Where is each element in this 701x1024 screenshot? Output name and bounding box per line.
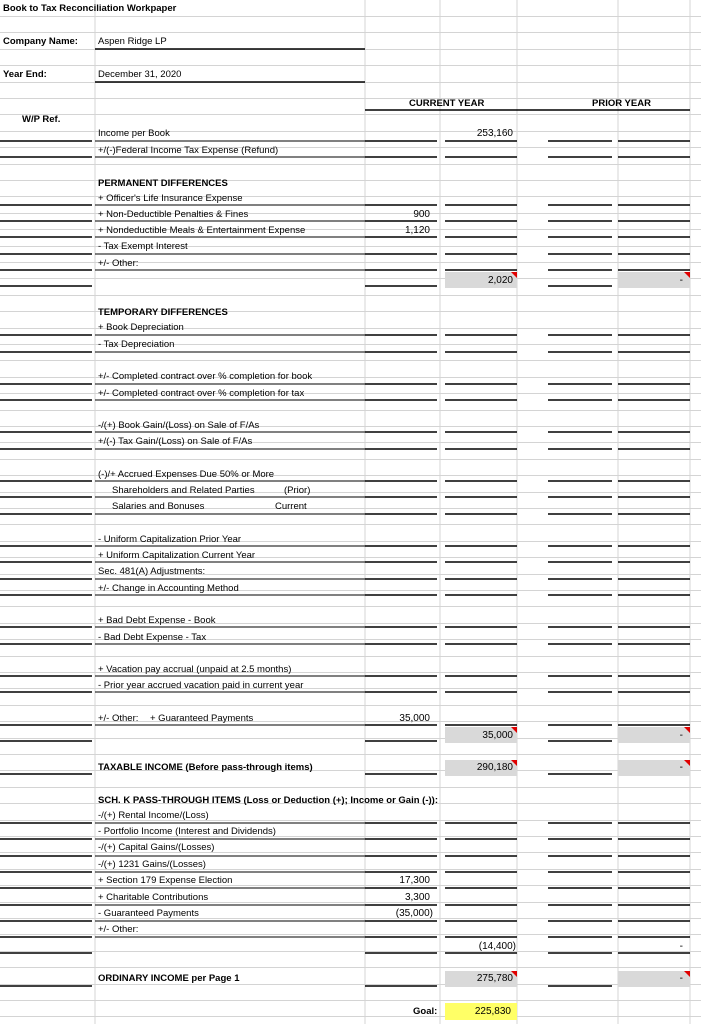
- temp-accrued-3: Salaries and Bonuses: [112, 501, 205, 512]
- schk-charitable-cy: 3,300: [404, 892, 430, 903]
- temp-other: +/- Other:: [98, 713, 139, 724]
- schk-179-cy: 17,300: [399, 875, 430, 886]
- taxable-income-label: TAXABLE INCOME (Before pass-through items): [98, 762, 313, 773]
- temp-total-cy: 35,000: [482, 730, 513, 741]
- temp-bad-debt-tax: - Bad Debt Expense - Tax: [98, 632, 207, 643]
- taxable-income-py: -: [679, 762, 683, 773]
- taxable-py-comment-icon: [684, 760, 690, 766]
- schk-guaranteed-cy: (35,000): [395, 908, 433, 919]
- taxable-cy-comment-icon: [511, 760, 517, 766]
- wp-ref-label: W/P Ref.: [22, 114, 61, 125]
- temp-cc-tax: +/- Completed contract over % completion for tax: [98, 388, 305, 399]
- schk-portfolio: - Portfolio Income (Interest and Dividends): [98, 826, 276, 837]
- temp-book-gain: -/(+) Book Gain/(Loss) on Sale of F/As: [98, 420, 260, 431]
- perm-penalties-cy: 900: [413, 209, 430, 220]
- company-label: Company Name:: [3, 36, 78, 47]
- temp-change-method: +/- Change in Accounting Method: [98, 583, 239, 594]
- temp-unicap-prior: - Uniform Capitalization Prior Year: [98, 534, 242, 545]
- perm-penalties: + Non-Deductible Penalties & Fines: [98, 209, 249, 220]
- perm-total-py: -: [679, 275, 683, 286]
- temp-accrued-2: Shareholders and Related Parties: [112, 485, 255, 496]
- temp-tax-gain: +/(-) Tax Gain/(Loss) on Sale of F/As: [98, 436, 253, 447]
- perm-total-cy: 2,020: [487, 275, 513, 286]
- prior-year-header: PRIOR YEAR: [592, 98, 651, 109]
- perm-heading: PERMANENT DIFFERENCES: [98, 178, 228, 189]
- temp-current: Current: [275, 501, 307, 512]
- perm-total-cy-comment-icon: [511, 272, 517, 278]
- schk-total-py: -: [679, 941, 683, 952]
- ordinary-income-label: ORDINARY INCOME per Page 1: [98, 973, 240, 984]
- temp-tax-dep: - Tax Depreciation: [98, 339, 175, 350]
- temp-prior: (Prior): [284, 485, 311, 496]
- temp-total-py: -: [679, 730, 683, 741]
- workpaper-title: Book to Tax Reconciliation Workpaper: [3, 3, 177, 14]
- schk-capital: -/(+) Capital Gains/(Losses): [98, 842, 215, 853]
- temp-bad-debt-book: + Bad Debt Expense - Book: [98, 615, 216, 626]
- schk-rental: -/(+) Rental Income/(Loss): [98, 810, 209, 821]
- year-end: December 31, 2020: [98, 69, 182, 80]
- schk-1231: -/(+) 1231 Gains/(Losses): [98, 859, 206, 870]
- perm-other: +/- Other:: [98, 258, 139, 269]
- ordinary-cy-comment-icon: [511, 971, 517, 977]
- schk-other: +/- Other:: [98, 924, 139, 935]
- perm-meals-cy: 1,120: [404, 225, 430, 236]
- company-name: Aspen Ridge LP: [98, 36, 167, 47]
- income-per-book-label: Income per Book: [98, 128, 170, 139]
- temp-guaranteed: + Guaranteed Payments: [150, 713, 254, 724]
- goal-label: Goal:: [413, 1006, 438, 1017]
- temp-unicap-current: + Uniform Capitalization Current Year: [98, 550, 256, 561]
- perm-officer-life: + Officer's Life Insurance Expense: [98, 193, 243, 204]
- temp-total-py-comment-icon: [684, 727, 690, 733]
- perm-total-py-comment-icon: [684, 272, 690, 278]
- temp-total-cy-comment-icon: [511, 727, 517, 733]
- taxable-income-cy: 290,180: [476, 762, 513, 773]
- ordinary-income-cy: 275,780: [476, 973, 513, 984]
- temp-vacation-prior: - Prior year accrued vacation paid in current year: [98, 680, 304, 691]
- temp-heading: TEMPORARY DIFFERENCES: [98, 307, 228, 318]
- temp-vacation: + Vacation pay accrual (unpaid at 2.5 months): [98, 664, 292, 675]
- schk-total-cy: (14,400): [478, 941, 516, 952]
- schk-179: + Section 179 Expense Election: [98, 875, 233, 886]
- temp-cc-book: +/- Completed contract over % completion for book: [98, 371, 313, 382]
- goal-value: 225,830: [474, 1006, 511, 1017]
- schk-guaranteed: - Guaranteed Payments: [98, 908, 199, 919]
- ordinary-income-py: -: [679, 973, 683, 984]
- schk-charitable: + Charitable Contributions: [98, 892, 209, 903]
- temp-guaranteed-cy: 35,000: [399, 713, 430, 724]
- schk-heading: SCH. K PASS-THROUGH ITEMS (Loss or Deduction (+); Income or Gain (-)):: [98, 795, 438, 806]
- temp-accrued-1: (-)/+ Accrued Expenses Due 50% or More: [98, 469, 275, 480]
- fed-tax-label: +/(-)Federal Income Tax Expense (Refund): [98, 145, 279, 156]
- perm-tax-exempt: - Tax Exempt Interest: [98, 241, 188, 252]
- current-year-header: CURRENT YEAR: [409, 98, 485, 109]
- perm-meals: + Nondeductible Meals & Entertainment Expense: [98, 225, 306, 236]
- income-per-book-cy: 253,160: [476, 128, 513, 139]
- temp-book-dep: + Book Depreciation: [98, 322, 184, 333]
- year-end-label: Year End:: [3, 69, 47, 80]
- ordinary-py-comment-icon: [684, 971, 690, 977]
- temp-sec481: Sec. 481(A) Adjustments:: [98, 566, 206, 577]
